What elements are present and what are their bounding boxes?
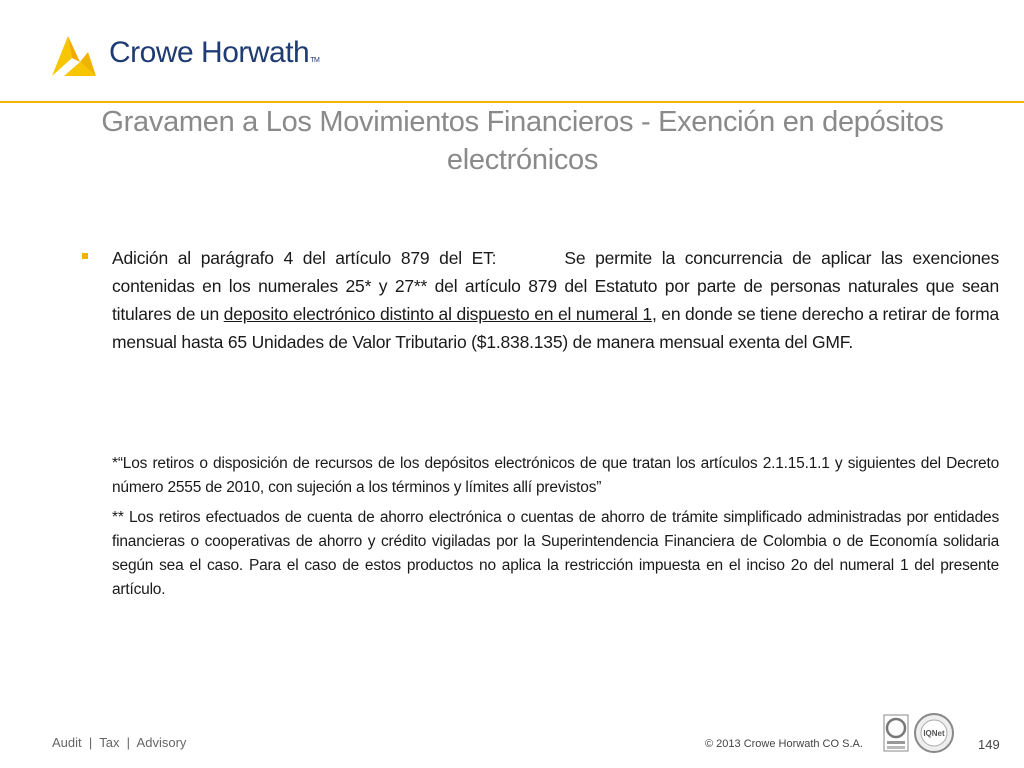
bullet-lead: Adición al parágrafo 4 del artículo 879 del ET:	[112, 248, 497, 268]
bullet-marker	[82, 253, 88, 259]
footnote-single-asterisk: *“Los retiros o disposición de recursos de los depósitos electrónicos de que tratan los artículos 2.1.15.1.1 y siguientes del Decreto número 2555 de 2010, con sujeción a los términos y límites allí previstos”	[112, 455, 999, 496]
iso-certification-icon	[883, 714, 909, 757]
crowe-crown-icon	[50, 32, 98, 78]
iqnet-certification-icon	[913, 712, 955, 759]
company-logo	[50, 30, 350, 80]
bullet-body-end: , en donde se tiene derecho a retirar de forma mensual hasta 65 Unidades de Valor Tributario ($1.838.135) de manera mensual exenta del GMF.	[112, 304, 999, 352]
page-number: 149	[978, 737, 1000, 752]
iqnet-label: IQNet	[923, 729, 945, 738]
footnote-double-asterisk: ** Los retiros efectuados de cuenta de ahorro electrónica o cuentas de ahorro de trámite simplificado administradas por entidades financieras o cooperativas de ahorro y crédito vigiladas por la Superintendencia Financiera de Colombia o de Economía solidaria según sea el caso. Para el caso de estos productos no aplica la restricción impuesta en el inciso 2o del numeral 1 del presente artículo.	[112, 509, 999, 598]
footer-copyright: © 2013 Crowe Horwath CO S.A.	[705, 738, 863, 750]
slide-title: Gravamen a Los Movimientos Financieros - Exención en depósitos electrónicos	[101, 106, 944, 176]
main-bullet-text	[112, 244, 999, 356]
bullet-body-start: Se permite la concurrencia de aplicar las exenciones contenidas en los numerales 25* y 27** del artículo 879 del Estatuto por parte de personas naturales que sean titulares de un	[112, 248, 999, 324]
logo-wordmark: Crowe HorwathTM	[109, 36, 320, 69]
footer-services: Audit | Tax | Advisory	[52, 735, 187, 750]
bullet-underlined-phrase: deposito electrónico distinto al dispuesto en el numeral 1	[223, 304, 652, 324]
